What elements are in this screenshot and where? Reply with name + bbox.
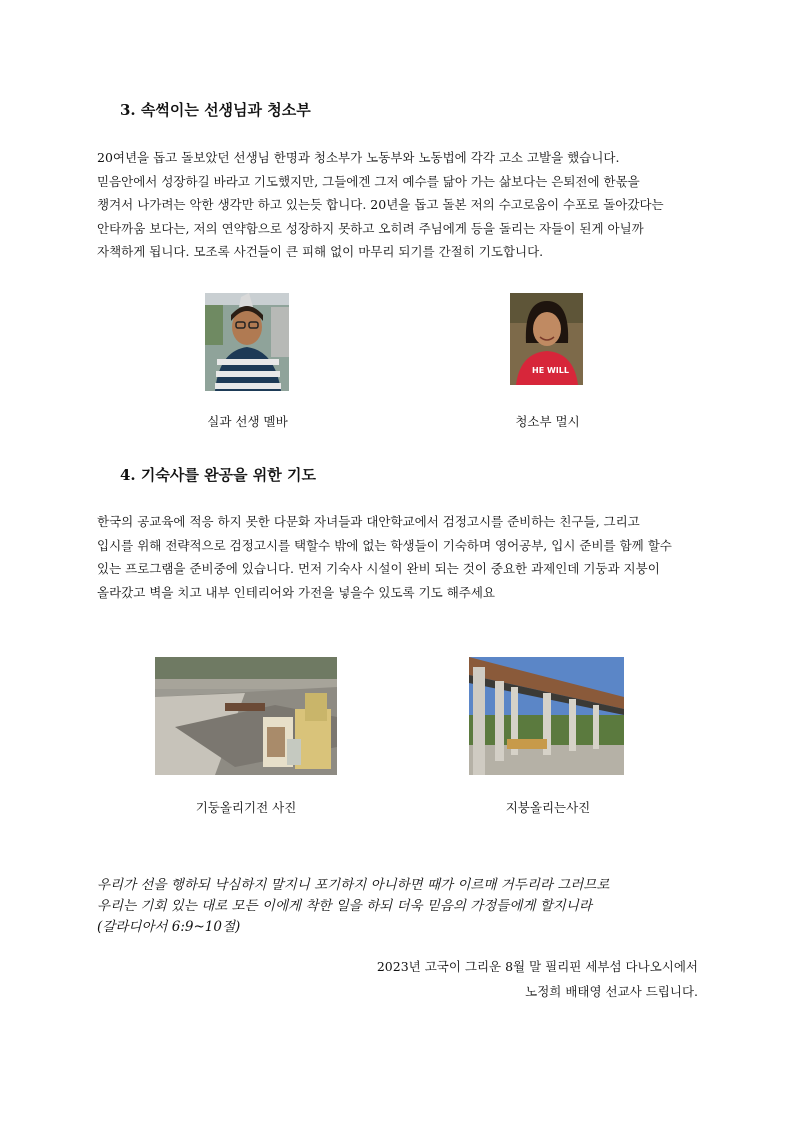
- verse-line: 우리가 선을 행하되 낙심하지 말지니 포기하지 아니하면 때가 이르매 거두리라 그러므로: [97, 877, 610, 893]
- paragraph-line: 있는 프로그램을 준비중에 있습니다. 먼저 기숙사 시설이 완비 되는 것이 중요한 과제인데 기둥과 지붕이: [97, 561, 660, 576]
- cleaner-caption: 청소부 멀시: [515, 414, 580, 429]
- svg-text:HE WILL: HE WILL: [532, 366, 569, 375]
- paragraph-line: 입시를 위해 전략적으로 검정고시를 택할수 밖에 없는 학생들이 기숙하며 영어공부, 입시 준비를 함께 할수: [97, 537, 672, 553]
- section-3-heading: 3. 속썩이는 선생님과 청소부: [120, 101, 311, 119]
- paragraph-line: 안타까움 보다는, 저의 연약함으로 성장하지 못하고 오히려 주님에게 등을 돌리는 자들이 된게 아닐까: [97, 220, 644, 236]
- paragraph-line: 한국의 공교육에 적응 하지 못한 다문화 자녀들과 대안학교에서 검정고시를 준비하는 친구들, 그리고: [97, 514, 640, 529]
- closing-date-location: 2023년 고국이 그리운 8월 말 필리핀 세부섬 다나오시에서: [376, 959, 698, 974]
- paragraph-line: 20여년을 돕고 돌보았던 선생님 한명과 청소부가 노동부와 노동법에 각각 고소 고발을 했습니다.: [97, 150, 620, 165]
- roof-raising-caption: 지붕올리는사진: [505, 800, 591, 815]
- bible-verse: [97, 875, 609, 938]
- teacher-caption: 실과 선생 멜바: [207, 414, 288, 429]
- section-4-paragraph: [97, 510, 672, 604]
- roof-raising-photo: [469, 657, 624, 775]
- section-3-paragraph: [97, 146, 664, 264]
- verse-reference: (갈라디아서 6:9~10절): [97, 919, 241, 935]
- paragraph-line: 믿음안에서 성장하길 바라고 기도했지만, 그들에겐 그저 예수를 닮아 가는 삶보다는 은퇴전에 한몫을: [97, 173, 640, 189]
- closing-sender: 노정희 배태영 선교사 드립니다.: [525, 984, 698, 999]
- paragraph-line: 자책하게 됩니다. 모조록 사건들이 큰 피해 없이 마무리 되기를 간절히 기도합니다.: [97, 244, 544, 259]
- paragraph-line: 올라갔고 벽을 치고 내부 인테리어와 가전을 넣을수 있도록 기도 해주세요: [97, 584, 496, 600]
- before-columns-caption: 기둥올리기전 사진: [195, 800, 297, 815]
- cleaner-photo: [510, 293, 583, 385]
- section-4-heading: 4. 기숙사를 완공을 위한 기도: [120, 466, 316, 484]
- teacher-photo: [205, 293, 289, 391]
- paragraph-line: 챙겨서 나가려는 악한 생각만 하고 있는듯 합니다. 20년을 돕고 돌본 저의 수고로움이 수포로 돌아갔다는: [97, 197, 664, 212]
- verse-line: 우리는 기회 있는 대로 모든 이에게 착한 일을 하되 더욱 믿음의 가정들에게 할지니라: [97, 898, 592, 914]
- closing-signature: [377, 954, 698, 1004]
- site-before-columns-photo: [155, 657, 337, 775]
